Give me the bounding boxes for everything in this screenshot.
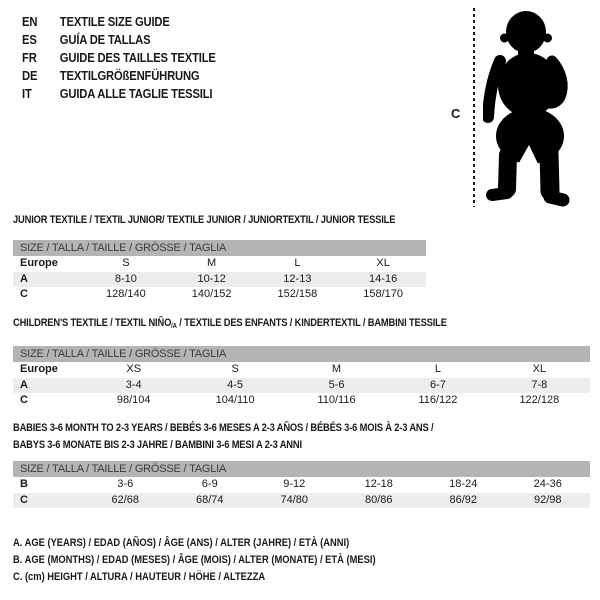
footnote-b: B. AGE (MONTHS) / EDAD (MESES) / ÂGE (MOIS) / ALTER (MONATE) / ETÀ (MESI) <box>13 554 376 566</box>
babies-section-heading-line1: BABIES 3-6 MONTH TO 2-3 YEARS / BEBÉS 3-6 MESES A 2-3 AÑOS / BÉBÉS 3-6 MOIS À 2-3 ANS / <box>13 422 434 434</box>
language-label: GUÍA DE TALLAS <box>59 33 151 47</box>
table-row-height <box>13 287 426 303</box>
footnote-a: A. AGE (YEARS) / EDAD (AÑOS) / ÂGE (ANS) / ALTER (JAHRE) / ETÀ (ANNI) <box>13 537 350 549</box>
heading-subscript: /A <box>171 323 177 330</box>
value-cell: 10-12 <box>197 272 226 285</box>
language-code: IT <box>22 87 32 101</box>
value-cell: 110/116 <box>317 394 356 406</box>
size-cell: XL <box>376 257 390 269</box>
value-cell: 14-16 <box>369 272 398 285</box>
value-cell: 12-18 <box>364 478 393 490</box>
row-label: B <box>20 478 28 490</box>
height-dashed-line <box>473 8 475 207</box>
value-cell: 140/152 <box>191 288 232 300</box>
row-label: A <box>20 272 28 285</box>
heading-text: / TEXTILE DES ENFANTS / KINDERTEXTIL / BAMBINI TESSILE <box>176 317 447 329</box>
language-list <box>22 13 216 103</box>
junior-size-header: SIZE / TALLA / TAILLE / GRÖSSE / TAGLIA <box>13 240 426 256</box>
value-cell: 104/110 <box>215 394 255 406</box>
table-row-europe <box>13 256 426 272</box>
language-row-it <box>22 85 216 103</box>
footnote-c: C. (cm) HEIGHT / ALTURA / HAUTEUR / HÖHE / ALTEZZA <box>13 571 266 583</box>
babies-size-header: SIZE / TALLA / TAILLE / GRÖSSE / TAGLIA <box>13 461 590 477</box>
childrens-size-header: SIZE / TALLA / TAILLE / GRÖSSE / TAGLIA <box>13 346 590 362</box>
value-cell: 18-24 <box>449 478 478 490</box>
value-cell: 158/170 <box>363 288 403 300</box>
value-cell: 3-4 <box>125 378 142 391</box>
table-row-age <box>13 378 590 394</box>
row-label: A <box>20 378 28 391</box>
value-cell: 4-5 <box>227 378 244 391</box>
childrens-size-table <box>13 346 590 409</box>
row-label: Europe <box>20 257 58 269</box>
value-cell: 7-8 <box>531 378 548 391</box>
childrens-section-heading <box>13 317 447 330</box>
value-cell: 80/86 <box>364 493 393 506</box>
language-row-fr <box>22 49 216 67</box>
value-cell: 9-12 <box>283 478 306 490</box>
table-row-age <box>13 272 426 288</box>
size-cell: XL <box>532 363 547 375</box>
value-cell: 62/68 <box>111 493 140 506</box>
value-cell: 6-9 <box>201 478 218 490</box>
table-row-europe <box>13 362 590 378</box>
language-code: EN <box>22 15 38 29</box>
footnotes <box>13 535 376 586</box>
value-cell: 86/92 <box>449 493 478 506</box>
value-cell: 98/104 <box>116 394 151 406</box>
babies-section-heading-line2: BABYS 3-6 MONATE BIS 2-3 JAHRE / BAMBINI 3-6 MESI A 2-3 ANNI <box>13 439 302 451</box>
table-row-height <box>13 393 590 409</box>
junior-section-heading: JUNIOR TEXTILE / TEXTIL JUNIOR/ TEXTILE JUNIOR / JUNIORTEXTIL / JUNIOR TESSILE <box>13 214 396 226</box>
language-label: GUIDA ALLE TAGLIE TESSILI <box>59 87 213 101</box>
row-label: C <box>20 288 28 300</box>
value-cell: 68/74 <box>195 493 224 506</box>
row-label: C <box>20 493 28 506</box>
size-cell: S <box>122 257 130 269</box>
value-cell: 116/122 <box>418 394 458 406</box>
size-cell: XS <box>126 363 142 375</box>
junior-size-table <box>13 240 426 303</box>
table-row-height <box>13 493 590 509</box>
heading-text: CHILDREN'S TEXTILE / TEXTIL NIÑO <box>13 317 172 329</box>
size-cell: S <box>231 363 239 375</box>
value-cell: 3-6 <box>117 478 134 490</box>
size-cell: L <box>294 257 301 269</box>
toddler-silhouette <box>483 5 575 213</box>
value-cell: 122/128 <box>519 394 560 406</box>
value-cell: 24-36 <box>533 478 562 490</box>
babies-size-table <box>13 461 590 508</box>
size-cell: M <box>207 257 217 269</box>
value-cell: 92/98 <box>533 493 562 506</box>
language-label: TEXTILGRÖßENFÜHRUNG <box>59 69 200 83</box>
size-cell: M <box>331 363 342 375</box>
table-row-age-months <box>13 477 590 493</box>
row-label: C <box>20 394 28 406</box>
language-row-en <box>22 13 216 31</box>
language-code: DE <box>22 69 38 83</box>
value-cell: 128/140 <box>105 288 146 300</box>
value-cell: 74/80 <box>280 493 309 506</box>
height-c-label: C <box>451 106 461 121</box>
language-row-es <box>22 31 216 49</box>
language-code: ES <box>22 33 37 47</box>
language-label: TEXTILE SIZE GUIDE <box>59 15 170 29</box>
language-row-de <box>22 67 216 85</box>
value-cell: 6-7 <box>429 378 446 391</box>
row-label: Europe <box>20 363 58 375</box>
value-cell: 5-6 <box>328 378 345 391</box>
value-cell: 8-10 <box>114 272 137 285</box>
language-code: FR <box>22 51 37 65</box>
size-cell: L <box>434 363 441 375</box>
language-label: GUIDE DES TAILLES TEXTILE <box>59 51 216 65</box>
value-cell: 152/158 <box>277 288 318 300</box>
value-cell: 12-13 <box>283 272 312 285</box>
